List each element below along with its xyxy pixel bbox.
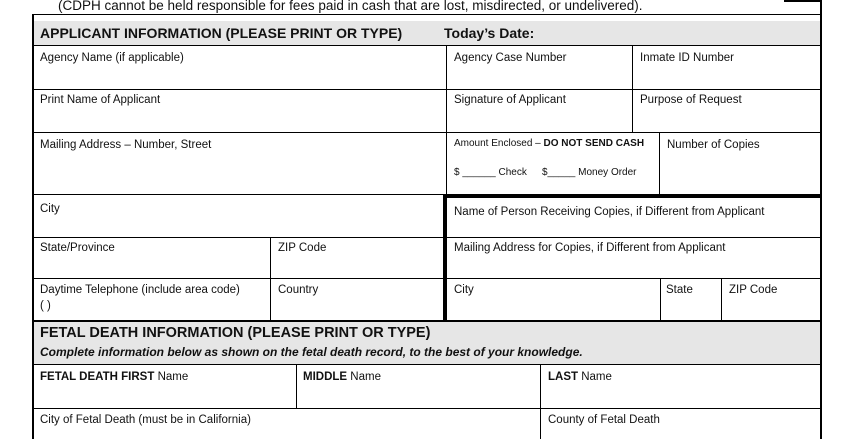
agency-name-field[interactable] — [36, 68, 440, 88]
number-of-copies-field[interactable] — [664, 156, 816, 192]
county-of-fetal-death-label: County of Fetal Death — [548, 414, 660, 426]
todays-date-label: Today’s Date: — [444, 25, 535, 41]
country-field[interactable] — [274, 298, 440, 316]
city-of-fetal-death-label: City of Fetal Death (must be in California) — [40, 414, 251, 426]
daytime-telephone-label: Daytime Telephone (include area code) — [40, 284, 240, 296]
fetal-death-instructions: Complete information below as shown on the fetal death record, to the best of your knowledge. — [40, 345, 583, 359]
mailing-address-copies-label: Mailing Address for Copies, if Different from Applicant — [454, 242, 726, 254]
zip-code-field[interactable] — [274, 257, 440, 277]
copies-zip-label: ZIP Code — [729, 284, 778, 296]
country-label: Country — [278, 284, 319, 296]
mailing-address-copies-field[interactable] — [450, 258, 816, 276]
money-order-line: $_____ Money Order — [542, 167, 637, 178]
copies-state-label: State — [666, 284, 693, 296]
city-label: City — [40, 203, 60, 215]
agency-name-label: Agency Name (if applicable) — [40, 52, 184, 64]
fetal-first-name-field[interactable] — [36, 386, 292, 406]
purpose-label: Purpose of Request — [640, 94, 742, 106]
todays-date-field[interactable] — [535, 23, 815, 43]
city-of-fetal-death-field[interactable] — [36, 428, 536, 439]
fetal-middle-name-field[interactable] — [300, 386, 536, 406]
fetal-last-name-label: LAST Name — [548, 371, 612, 383]
copies-state-field[interactable] — [664, 300, 716, 318]
top-box-edge — [784, 0, 820, 2]
number-of-copies-label: Number of Copies — [667, 139, 760, 151]
purpose-field[interactable] — [636, 110, 816, 130]
check-line: $ ______ Check — [454, 167, 527, 178]
mailing-address-field[interactable] — [36, 156, 440, 192]
city-field[interactable] — [36, 218, 440, 236]
signature-label: Signature of Applicant — [454, 94, 566, 106]
amount-enclosed-label: Amount Enclosed – DO NOT SEND CASH — [454, 138, 645, 149]
area-code-parens: ( ) — [40, 300, 51, 312]
cash-disclaimer: (CDPH cannot be held responsible for fees paid in cash that are lost, misdirected, or undelivered). — [58, 0, 643, 13]
person-receiving-label: Name of Person Receiving Copies, if Different from Applicant — [454, 206, 765, 218]
copies-city-field[interactable] — [450, 300, 656, 318]
copies-city-label: City — [454, 284, 474, 296]
applicant-section-title: APPLICANT INFORMATION (PLEASE PRINT OR TYPE) — [40, 25, 403, 41]
inmate-id-label: Inmate ID Number — [640, 52, 734, 64]
fetal-last-name-field[interactable] — [544, 386, 816, 406]
state-province-field[interactable] — [36, 257, 266, 277]
copies-zip-field[interactable] — [726, 300, 816, 318]
mailing-address-label: Mailing Address – Number, Street — [40, 139, 212, 151]
print-name-field[interactable] — [36, 110, 440, 130]
agency-case-number-label: Agency Case Number — [454, 52, 567, 64]
fetal-death-section-title: FETAL DEATH INFORMATION (PLEASE PRINT OR TYPE) — [40, 325, 431, 341]
state-province-label: State/Province — [40, 242, 115, 254]
fetal-middle-name-label: MIDDLE Name — [303, 371, 381, 383]
zip-code-label: ZIP Code — [278, 242, 327, 254]
print-name-label: Print Name of Applicant — [40, 94, 161, 106]
agency-case-number-field[interactable] — [450, 68, 630, 88]
person-receiving-field[interactable] — [450, 220, 816, 236]
fetal-first-name-label: FETAL DEATH FIRST Name — [40, 371, 189, 383]
signature-field[interactable] — [450, 110, 630, 130]
daytime-telephone-field[interactable] — [50, 298, 260, 316]
inmate-id-field[interactable] — [636, 68, 816, 88]
county-of-fetal-death-field[interactable] — [544, 428, 816, 439]
